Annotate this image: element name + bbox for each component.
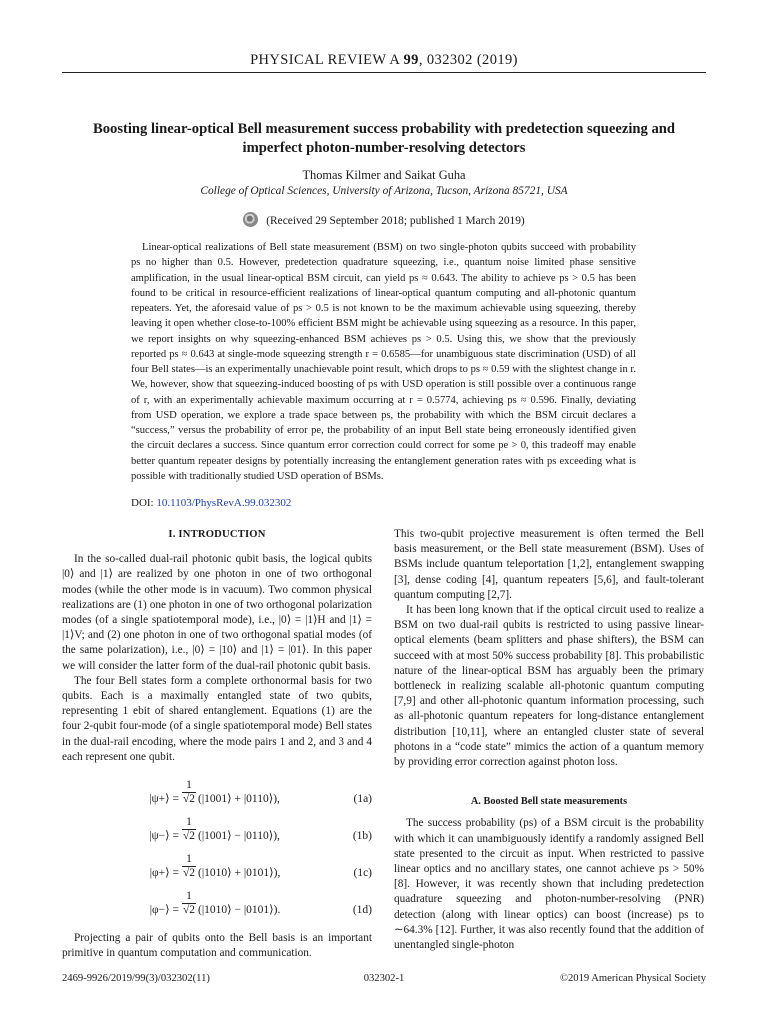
crossmark-icon[interactable] [243, 212, 258, 227]
affiliation: College of Optical Sciences, University of Arizona, Tucson, Arizona 85721, USA [200, 185, 568, 197]
abstract: Linear-optical realizations of Bell state measurement (BSM) on two single-photon qubits succeed with probability ps no higher than 0.5. However, predetection quadrature squeezing, i.e., quantum noise limited phase sensitive amplification, in the usual linear-optical BSM circuit, can yield ps ≈ 0.643. The ability to achieve ps > 0.5 has been found to be critical in resource-efficient realizations of linear-optical quantum computing and all-photonic quantum repeaters. Yet, the aforesaid value of ps > 0.5 is not known to be the maximum achievable using squeezing, thereby leaving it open whether close-to-100% efficient BSM might be achievable using squeezing as a resource. In this paper, we report insights on why squeezing-enhanced BSM achieves ps > 0.5. Using this, we show that the previously reported ps ≈ 0.643 at single-mode squeezing strength r = 0.6585—for unambiguous state discrimination (USD) of all four Bell states—is an experimentally unachievable point result, which drops to ps ≈ 0.59 with the slightest change in r. We, however, show that squeezing-induced boosting of ps with USD operation is still possible over a continuous range of r, with an experimentally achievable maximum occurring at r = 0.5774, achieving ps ≈ 0.596. Finally, deviating from USD operation, we explore a trade space between ps, the probability with which the BSM circuit declares a “success,” versus the probability of error pe, the probability of an input Bell state being erroneously identified given the circuit declares a success. Since quantum error correction could correct for some pe > 0, this tradeoff may enable better quantum repeater designs by potentially increasing the entanglement generation rates with ps exceeding what is possible with traditionally studied USD operation of BSMs. [131, 242, 636, 482]
equation-1b [62, 816, 372, 853]
equation-rhs: (|1010⟩ + |0101⟩), [198, 867, 281, 880]
equation-rhs: (|1010⟩ − |0101⟩). [198, 904, 281, 917]
equation-fraction [182, 890, 196, 917]
article-number: , 032302 (2019) [418, 52, 518, 68]
equation-1c [62, 853, 372, 890]
left-column [62, 527, 372, 961]
equation-number: (1d) [352, 904, 372, 917]
equation-rhs: (|1001⟩ + |0110⟩), [198, 793, 280, 806]
journal-volume: 99 [403, 52, 419, 68]
fraction-denominator: √2 [182, 830, 196, 843]
right-paragraph-2: It has been long known that if the optical circuit used to realize a BSM on two dual-rail qubits is restricted to using passive linear-optical elements (beam splitters and phase shifters), the BSM can succeed with at most 50% success probability [8]. This probabilistic nature of the linear-optical BSM has arguably been the primary bottleneck in realizing scalable all-photonic quantum computing [7,9] and other all-photonic quantum information processing, such as all-photonic quantum repeaters for long-distance entanglement distribution [10,11], where an entangled cluster state of several photons in a “code state” mimics the action of a quantum memory by providing error correction against photon loss. [394, 604, 704, 769]
right-paragraph-1: This two-qubit projective measurement is often termed the Bell basis measurement, or the Bell state measurement (BSM). Uses of BSMs include quantum teleportation [1,2], entanglement swapping [3], dense coding [4], quantum repeaters [5,6], and fault-tolerant quantum computing [2,7]. [394, 528, 704, 601]
header-rule [62, 72, 706, 73]
journal-header [62, 52, 706, 69]
equation-number: (1c) [353, 867, 372, 880]
equation-fraction [182, 853, 196, 880]
equation-1d [62, 890, 372, 927]
intro-paragraph-3: Projecting a pair of qubits onto the Bell basis is an important primitive in quantum computation and communication. [62, 932, 372, 960]
fraction-denominator: √2 [182, 904, 196, 917]
paper-title: Boosting linear-optical Bell measurement success probability with predetection squeezing and imperfect photon-number-resolving detectors [93, 121, 675, 156]
subsection-heading-boosted-bsm: A. Boosted Bell state measurements [470, 796, 628, 808]
equation-lhs: |φ+⟩ = [149, 867, 179, 880]
received-dates: (Received 29 September 2018; published 1 March 2019) [266, 215, 525, 227]
equation-number: (1a) [353, 793, 372, 806]
fraction-numerator: 1 [182, 890, 196, 904]
received-line [62, 212, 706, 227]
journal-name: PHYSICAL REVIEW A [250, 52, 400, 68]
footer-issn: 2469-9926/2019/99(3)/032302(11) [62, 973, 210, 984]
footer-page-number: 032302-1 [363, 973, 405, 984]
equation-fraction [182, 779, 196, 806]
fraction-denominator: √2 [182, 867, 196, 880]
intro-paragraph-1: In the so-called dual-rail photonic qubit basis, the logical qubits |0⟩ and |1⟩ are realized by one photon in one of two orthogonal modes (while the other mode is in vacuum). Two common physical realizations are (1) one photon in one of two orthogonal polarization modes (of a single spatiotemporal mode), i.e., |0⟩ = |1⟩H and |1⟩ = |1⟩V; and (2) one photon in one of two orthogonal spatial modes (of the same polarization), i.e., |0⟩ = |10⟩ and |1⟩ = |01⟩. In this paper we will consider the latter form of the dual-rail photonic qubit basis. [62, 553, 372, 672]
doi-label: DOI: [131, 497, 157, 509]
equation-1a [62, 779, 372, 816]
equation-rhs: (|1001⟩ − |0110⟩), [198, 830, 280, 843]
equation-fraction [182, 816, 196, 843]
doi-link[interactable]: 10.1103/PhysRevA.99.032302 [156, 497, 292, 509]
equation-lhs: |φ−⟩ = [149, 904, 179, 917]
authors: Thomas Kilmer and Saikat Guha [302, 168, 466, 182]
equation-lhs: |ψ+⟩ = [149, 793, 179, 806]
bell-state-equations [62, 779, 372, 927]
equation-lhs: |ψ−⟩ = [149, 830, 179, 843]
section-heading-introduction: I. INTRODUCTION [168, 529, 266, 540]
equation-number: (1b) [352, 830, 372, 843]
fraction-numerator: 1 [182, 816, 196, 830]
fraction-numerator: 1 [182, 853, 196, 867]
doi-line [131, 497, 291, 509]
footer-copyright: ©2019 American Physical Society [559, 973, 706, 984]
right-column [394, 527, 704, 953]
fraction-denominator: √2 [182, 793, 196, 806]
intro-paragraph-2: The four Bell states form a complete orthonormal basis for two qubits. Each is a maximally entangled state of two qubits, representing 1 ebit of shared entanglement. Equations (1) are the four 2-qubit four-mode (of a single spatiotemporal mode) Bell states in the dual-rail encoding, where the mode pairs 1 and 2, and 3 and 4 each represent one qubit. [62, 674, 372, 763]
fraction-numerator: 1 [182, 779, 196, 793]
right-paragraph-3: The success probability (ps) of a BSM circuit is the probability with which it can unambiguously identify a randomly assigned Bell state presented to the circuit as input. When restricted to passive linear optics and no ancillary states, one cannot achieve ps > 50% [8]. However, it was recently shown that including predetection quadrature squeezing and photon-number-resolving (PNR) detection (along with linear optics) can boost (increase) ps to ∼64.3% [12]. Further, it was also recently found that the addition of unentangled single-photon [394, 817, 704, 952]
